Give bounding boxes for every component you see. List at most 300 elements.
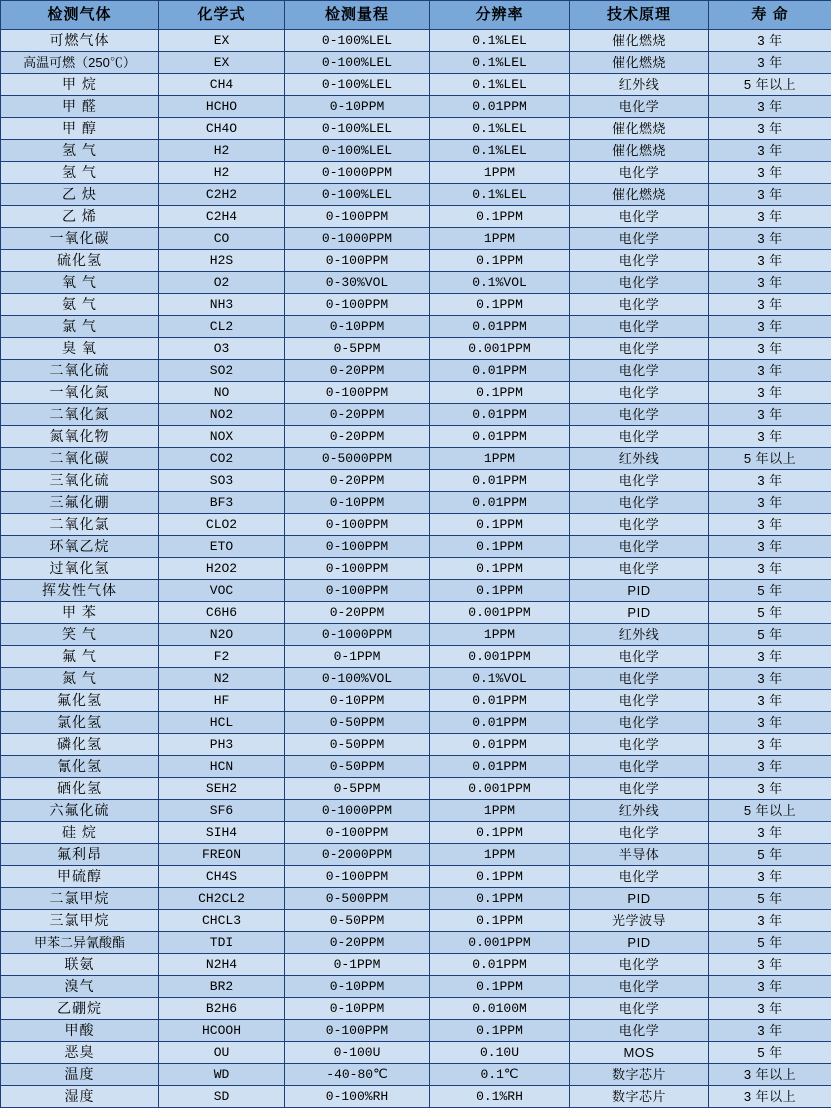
cell-resolution: 0.1%RH [430,1086,570,1108]
cell-range: 0-100PPM [285,866,430,888]
cell-formula: CO [159,228,285,250]
cell-gas: 湿度 [1,1086,159,1108]
cell-technology: 电化学 [570,778,709,800]
cell-technology: 电化学 [570,404,709,426]
cell-technology: PID [570,602,709,624]
cell-range: 0-100%LEL [285,52,430,74]
column-header-lifetime: 寿 命 [709,1,831,30]
cell-gas: 过氧化氢 [1,558,159,580]
cell-technology: 光学波导 [570,910,709,932]
table-row [1,448,831,470]
cell-technology: 电化学 [570,756,709,778]
cell-gas: 甲 醇 [1,118,159,140]
cell-formula: PH3 [159,734,285,756]
cell-formula: CLO2 [159,514,285,536]
cell-gas: 三氧化硫 [1,470,159,492]
cell-range: 0-100%LEL [285,74,430,96]
table-row [1,294,831,316]
cell-gas: 二氧化氯 [1,514,159,536]
cell-formula: N2O [159,624,285,646]
cell-gas: 氯化氢 [1,712,159,734]
cell-range: 0-100PPM [285,250,430,272]
cell-resolution: 0.01PPM [430,426,570,448]
cell-formula: C6H6 [159,602,285,624]
cell-range: 0-30%VOL [285,272,430,294]
cell-formula: N2 [159,668,285,690]
cell-formula: SF6 [159,800,285,822]
cell-resolution: 0.1%LEL [430,184,570,206]
cell-formula: HCHO [159,96,285,118]
cell-formula: SO3 [159,470,285,492]
cell-resolution: 0.1%LEL [430,74,570,96]
cell-resolution: 0.01PPM [430,360,570,382]
cell-gas: 二氧化氮 [1,404,159,426]
cell-technology: 红外线 [570,800,709,822]
cell-formula: SD [159,1086,285,1108]
cell-formula: HCN [159,756,285,778]
cell-range: 0-50PPM [285,734,430,756]
cell-formula: CHCL3 [159,910,285,932]
cell-range: 0-20PPM [285,932,430,954]
cell-lifetime: 5 年 [709,932,831,954]
cell-lifetime: 3 年 [709,382,831,404]
column-header-resolution: 分辨率 [430,1,570,30]
cell-lifetime: 3 年 [709,426,831,448]
cell-range: 0-500PPM [285,888,430,910]
table-body [1,30,831,1108]
cell-lifetime: 3 年 [709,646,831,668]
cell-gas: 恶臭 [1,1042,159,1064]
cell-technology: MOS [570,1042,709,1064]
cell-technology: 数字芯片 [570,1064,709,1086]
cell-technology: 电化学 [570,382,709,404]
cell-gas: 二氧化碳 [1,448,159,470]
cell-lifetime: 3 年 [709,1020,831,1042]
table-row [1,30,831,52]
cell-lifetime: 3 年 [709,492,831,514]
cell-gas: 二氧化硫 [1,360,159,382]
cell-lifetime: 5 年 [709,1042,831,1064]
cell-lifetime: 5 年 [709,888,831,910]
cell-lifetime: 3 年 [709,514,831,536]
cell-resolution: 0.001PPM [430,602,570,624]
cell-resolution: 0.1PPM [430,536,570,558]
table-row [1,954,831,976]
cell-technology: 电化学 [570,250,709,272]
cell-range: 0-100%LEL [285,118,430,140]
table-row [1,338,831,360]
cell-resolution: 0.1PPM [430,514,570,536]
table-row [1,822,831,844]
cell-gas: 磷化氢 [1,734,159,756]
cell-lifetime: 3 年 [709,294,831,316]
cell-resolution: 0.01PPM [430,404,570,426]
cell-resolution: 0.1℃ [430,1064,570,1086]
cell-lifetime: 3 年 [709,118,831,140]
cell-range: 0-50PPM [285,712,430,734]
cell-gas: 氰化氢 [1,756,159,778]
cell-gas: 臭 氧 [1,338,159,360]
cell-formula: HF [159,690,285,712]
cell-formula: C2H2 [159,184,285,206]
cell-lifetime: 3 年 [709,690,831,712]
cell-resolution: 0.001PPM [430,932,570,954]
cell-technology: 红外线 [570,624,709,646]
cell-technology: 电化学 [570,866,709,888]
cell-gas: 氢 气 [1,162,159,184]
cell-resolution: 0.10U [430,1042,570,1064]
cell-range: 0-100%VOL [285,668,430,690]
cell-resolution: 0.01PPM [430,470,570,492]
cell-lifetime: 3 年 [709,470,831,492]
cell-range: -40-80℃ [285,1064,430,1086]
cell-range: 0-1PPM [285,954,430,976]
cell-range: 0-20PPM [285,404,430,426]
table-row [1,184,831,206]
cell-resolution: 0.1PPM [430,1020,570,1042]
cell-technology: 电化学 [570,668,709,690]
cell-technology: 红外线 [570,448,709,470]
cell-gas: 硅 烷 [1,822,159,844]
cell-range: 0-10PPM [285,96,430,118]
table-row [1,1020,831,1042]
cell-range: 0-1000PPM [285,800,430,822]
cell-gas: 甲酸 [1,1020,159,1042]
cell-technology: 电化学 [570,734,709,756]
cell-technology: 电化学 [570,712,709,734]
cell-technology: 电化学 [570,514,709,536]
cell-range: 0-5PPM [285,778,430,800]
cell-resolution: 0.1PPM [430,580,570,602]
table-row [1,580,831,602]
cell-technology: 催化燃烧 [570,30,709,52]
cell-gas: 六氟化硫 [1,800,159,822]
cell-resolution: 0.0100M [430,998,570,1020]
cell-resolution: 1PPM [430,228,570,250]
cell-lifetime: 3 年 [709,184,831,206]
cell-lifetime: 3 年 [709,734,831,756]
cell-gas: 一氧化碳 [1,228,159,250]
cell-lifetime: 3 年 [709,228,831,250]
cell-gas: 硫化氢 [1,250,159,272]
cell-gas: 挥发性气体 [1,580,159,602]
cell-resolution: 0.001PPM [430,338,570,360]
cell-technology: 电化学 [570,492,709,514]
cell-range: 0-100%LEL [285,184,430,206]
table-row [1,1042,831,1064]
cell-formula: SEH2 [159,778,285,800]
cell-resolution: 0.1PPM [430,910,570,932]
cell-gas: 氢 气 [1,140,159,162]
cell-resolution: 0.1PPM [430,294,570,316]
cell-range: 0-100PPM [285,294,430,316]
cell-gas: 可燃气体 [1,30,159,52]
cell-technology: 电化学 [570,426,709,448]
table-row [1,74,831,96]
cell-range: 0-1000PPM [285,624,430,646]
cell-range: 0-100PPM [285,206,430,228]
cell-range: 0-10PPM [285,976,430,998]
cell-lifetime: 3 年 [709,272,831,294]
cell-formula: ETO [159,536,285,558]
cell-lifetime: 3 年 [709,910,831,932]
cell-formula: BR2 [159,976,285,998]
table-row [1,712,831,734]
cell-gas: 环氧乙烷 [1,536,159,558]
table-row [1,668,831,690]
table-row [1,514,831,536]
cell-lifetime: 3 年以上 [709,1086,831,1108]
cell-formula: H2O2 [159,558,285,580]
cell-gas: 联氨 [1,954,159,976]
table-row [1,470,831,492]
table-row [1,690,831,712]
cell-formula: CH4 [159,74,285,96]
cell-gas: 氟 气 [1,646,159,668]
cell-technology: 电化学 [570,690,709,712]
cell-technology: 电化学 [570,228,709,250]
cell-technology: 电化学 [570,294,709,316]
cell-lifetime: 3 年 [709,668,831,690]
cell-range: 0-10PPM [285,316,430,338]
cell-technology: 电化学 [570,206,709,228]
cell-lifetime: 3 年 [709,316,831,338]
cell-technology: PID [570,580,709,602]
cell-gas: 氮 气 [1,668,159,690]
cell-lifetime: 3 年 [709,712,831,734]
cell-lifetime: 3 年 [709,778,831,800]
cell-resolution: 0.001PPM [430,646,570,668]
cell-formula: NH3 [159,294,285,316]
table-row [1,756,831,778]
cell-formula: NO [159,382,285,404]
cell-gas: 乙 烯 [1,206,159,228]
cell-range: 0-50PPM [285,910,430,932]
cell-formula: B2H6 [159,998,285,1020]
cell-range: 0-100PPM [285,558,430,580]
cell-resolution: 0.01PPM [430,96,570,118]
cell-gas: 二氯甲烷 [1,888,159,910]
cell-range: 0-100%LEL [285,140,430,162]
cell-gas: 甲苯二异氰酸酯 [1,932,159,954]
table-row [1,910,831,932]
table-row [1,778,831,800]
table-row [1,492,831,514]
cell-technology: 电化学 [570,96,709,118]
table-row [1,426,831,448]
cell-lifetime: 5 年 [709,844,831,866]
cell-formula: CL2 [159,316,285,338]
cell-formula: CH4O [159,118,285,140]
cell-resolution: 0.1PPM [430,382,570,404]
table-row [1,844,831,866]
cell-resolution: 0.1%LEL [430,140,570,162]
cell-technology: 催化燃烧 [570,140,709,162]
cell-formula: H2S [159,250,285,272]
column-header-formula: 化学式 [159,1,285,30]
cell-formula: NOX [159,426,285,448]
cell-range: 0-20PPM [285,426,430,448]
cell-range: 0-1000PPM [285,162,430,184]
table-row [1,888,831,910]
cell-resolution: 0.1PPM [430,206,570,228]
cell-range: 0-100PPM [285,580,430,602]
cell-resolution: 0.01PPM [430,712,570,734]
table-row [1,404,831,426]
cell-gas: 三氟化硼 [1,492,159,514]
cell-resolution: 0.01PPM [430,690,570,712]
cell-technology: 催化燃烧 [570,52,709,74]
cell-gas: 溴气 [1,976,159,998]
table-row [1,52,831,74]
cell-formula: CH2CL2 [159,888,285,910]
cell-technology: 电化学 [570,646,709,668]
cell-technology: 红外线 [570,74,709,96]
cell-lifetime: 3 年 [709,140,831,162]
cell-technology: 电化学 [570,558,709,580]
cell-lifetime: 3 年 [709,954,831,976]
cell-gas: 乙硼烷 [1,998,159,1020]
cell-resolution: 0.1%LEL [430,118,570,140]
cell-formula: O2 [159,272,285,294]
cell-gas: 氟化氢 [1,690,159,712]
table-row [1,734,831,756]
cell-resolution: 0.1PPM [430,822,570,844]
cell-gas: 氧 气 [1,272,159,294]
table-row [1,536,831,558]
table-row [1,118,831,140]
table-row [1,800,831,822]
cell-gas: 甲 烷 [1,74,159,96]
cell-technology: 电化学 [570,1020,709,1042]
cell-lifetime: 5 年 [709,602,831,624]
cell-lifetime: 5 年 [709,580,831,602]
table-row [1,866,831,888]
cell-formula: OU [159,1042,285,1064]
cell-lifetime: 5 年以上 [709,800,831,822]
cell-formula: TDI [159,932,285,954]
cell-resolution: 0.1PPM [430,250,570,272]
cell-formula: H2 [159,140,285,162]
table-row [1,228,831,250]
header-row [1,1,831,30]
cell-formula: NO2 [159,404,285,426]
cell-technology: 电化学 [570,272,709,294]
cell-technology: 催化燃烧 [570,118,709,140]
cell-technology: PID [570,888,709,910]
cell-range: 0-2000PPM [285,844,430,866]
cell-technology: 电化学 [570,338,709,360]
column-header-range: 检测量程 [285,1,430,30]
cell-technology: 电化学 [570,162,709,184]
cell-lifetime: 3 年 [709,998,831,1020]
cell-range: 0-50PPM [285,756,430,778]
cell-gas: 氯 气 [1,316,159,338]
cell-gas: 氮氧化物 [1,426,159,448]
cell-formula: SO2 [159,360,285,382]
table-row [1,976,831,998]
cell-formula: VOC [159,580,285,602]
cell-lifetime: 3 年 [709,52,831,74]
column-header-technology: 技术原理 [570,1,709,30]
cell-range: 0-1000PPM [285,228,430,250]
cell-range: 0-20PPM [285,360,430,382]
cell-range: 0-100%RH [285,1086,430,1108]
cell-resolution: 0.001PPM [430,778,570,800]
cell-lifetime: 3 年 [709,360,831,382]
cell-technology: 电化学 [570,954,709,976]
table-row [1,140,831,162]
cell-lifetime: 3 年 [709,338,831,360]
cell-lifetime: 3 年 [709,536,831,558]
cell-formula: F2 [159,646,285,668]
cell-range: 0-10PPM [285,492,430,514]
cell-technology: 电化学 [570,998,709,1020]
cell-technology: 催化燃烧 [570,184,709,206]
cell-technology: 电化学 [570,536,709,558]
cell-technology: 电化学 [570,822,709,844]
cell-resolution: 0.1PPM [430,866,570,888]
column-header-gas: 检测气体 [1,1,159,30]
cell-formula: H2 [159,162,285,184]
cell-resolution: 0.01PPM [430,492,570,514]
cell-resolution: 1PPM [430,624,570,646]
cell-gas: 乙 炔 [1,184,159,206]
table-row [1,932,831,954]
cell-range: 0-100PPM [285,536,430,558]
cell-lifetime: 3 年 [709,558,831,580]
cell-formula: CO2 [159,448,285,470]
cell-gas: 高温可燃（250℃） [1,52,159,74]
cell-formula: EX [159,52,285,74]
cell-technology: 电化学 [570,360,709,382]
cell-lifetime: 3 年 [709,822,831,844]
cell-resolution: 0.01PPM [430,316,570,338]
cell-formula: N2H4 [159,954,285,976]
cell-formula: C2H4 [159,206,285,228]
cell-technology: 电化学 [570,976,709,998]
cell-gas: 甲 苯 [1,602,159,624]
cell-range: 0-5000PPM [285,448,430,470]
cell-range: 0-10PPM [285,690,430,712]
cell-gas: 笑 气 [1,624,159,646]
cell-resolution: 0.1PPM [430,558,570,580]
cell-lifetime: 5 年 [709,624,831,646]
cell-range: 0-10PPM [285,998,430,1020]
cell-lifetime: 3 年 [709,866,831,888]
cell-range: 0-100PPM [285,1020,430,1042]
cell-range: 0-5PPM [285,338,430,360]
cell-range: 0-100PPM [285,382,430,404]
cell-lifetime: 3 年 [709,976,831,998]
table-row [1,624,831,646]
cell-lifetime: 3 年 [709,30,831,52]
cell-technology: 数字芯片 [570,1086,709,1108]
table-row [1,206,831,228]
table-row [1,602,831,624]
table-row [1,162,831,184]
cell-resolution: 1PPM [430,448,570,470]
cell-formula: FREON [159,844,285,866]
cell-range: 0-20PPM [285,470,430,492]
cell-technology: PID [570,932,709,954]
table-row [1,558,831,580]
table-row [1,382,831,404]
cell-lifetime: 5 年以上 [709,448,831,470]
cell-range: 0-100%LEL [285,30,430,52]
cell-resolution: 0.01PPM [430,954,570,976]
cell-lifetime: 3 年 [709,206,831,228]
